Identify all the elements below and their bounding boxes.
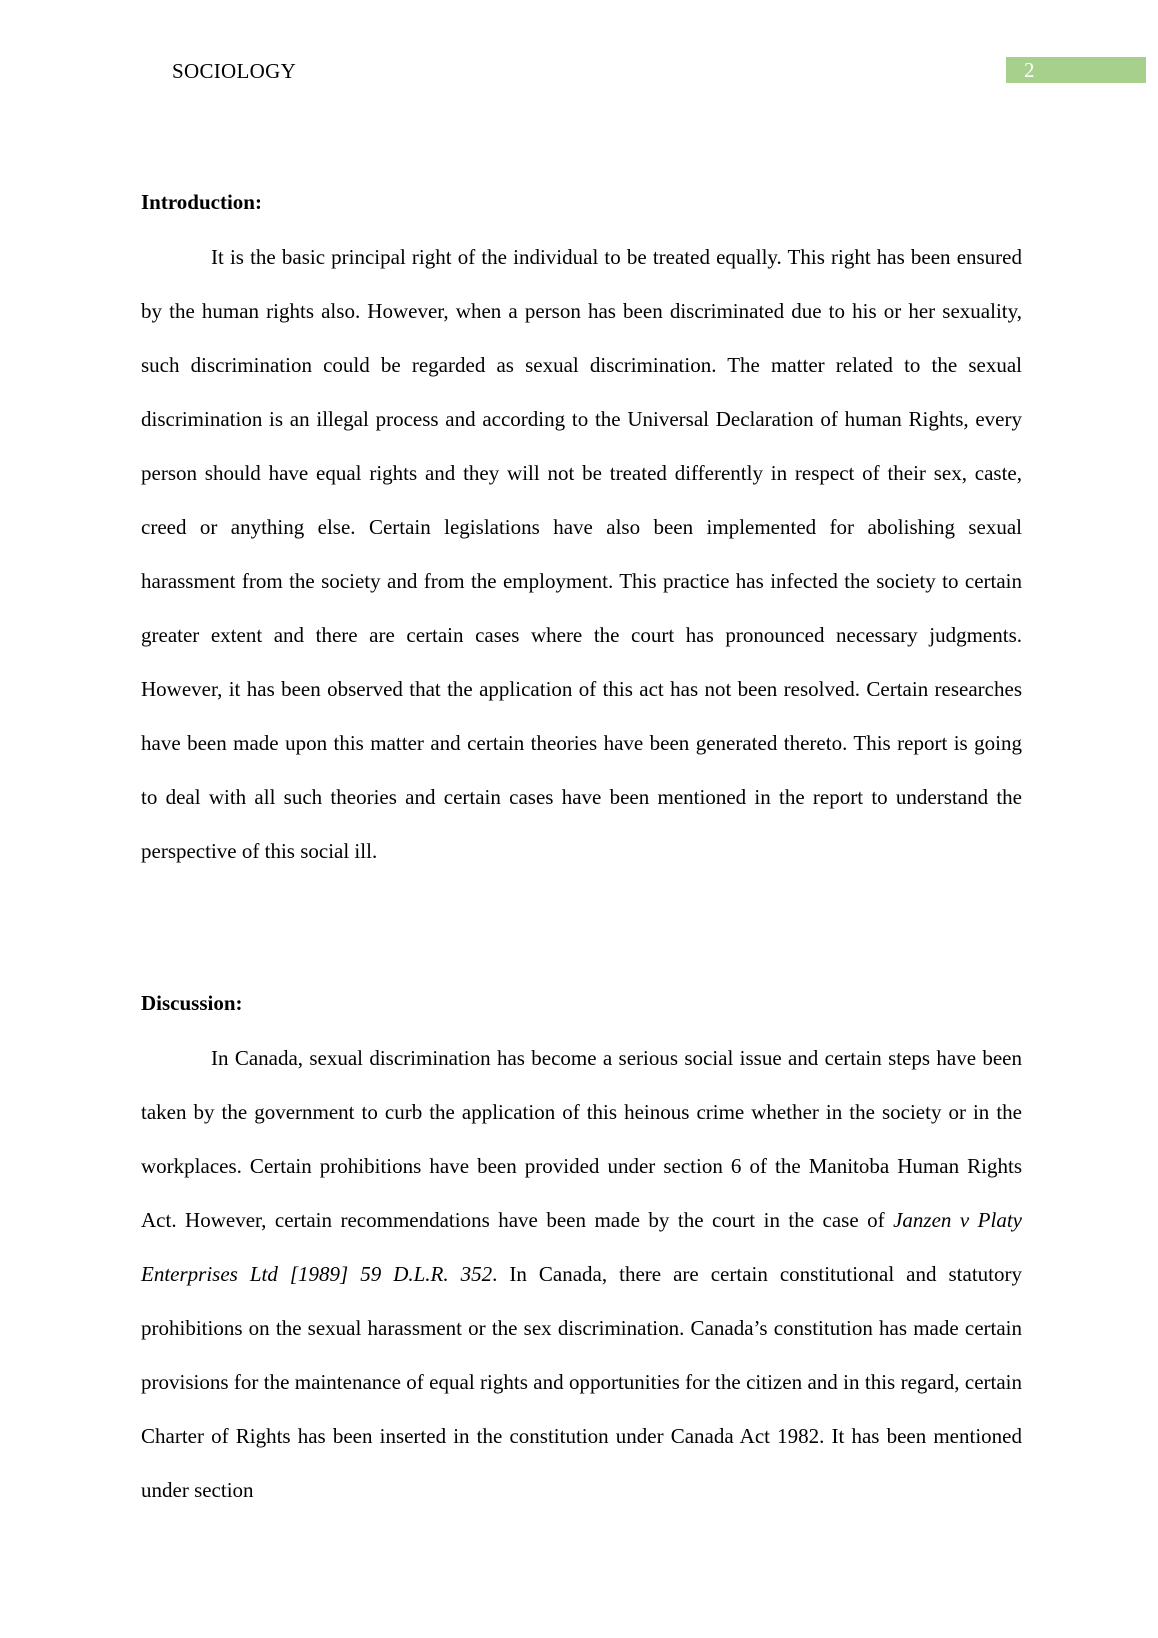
page-number-box [1006,57,1146,83]
discussion-text-before-case: In Canada, sexual discrimination has become a serious social issue and certain steps have been taken by the government to curb the application of this heinous crime whether in the society or in the workplaces. Certain prohibitions have been provided under section 6 of the Manitoba Human Rights Act. However, certain recommendations have been made by the court in the case of [141,1046,1022,1232]
case-citation: Janzen v Platy Enterprises Ltd [1989] 59 D.L.R. 352 [141,1208,1022,1286]
page-number: 2 [1024,58,1035,82]
introduction-heading: Introduction: [141,190,262,214]
discussion-heading: Discussion: [141,991,243,1015]
introduction-paragraph: It is the basic principal right of the individual to be treated equally. This right has been ensured by the human rights also. However, when a person has been discriminated due to his or her sexuality, such discrimination could be regarded as sexual discrimination. The matter related to the sexual discrimination is an illegal process and according to the Universal Declaration of human Rights, every person should have equal rights and they will not be treated differently in respect of their sex, caste, creed or anything else. Certain legislations have also been implemented for abolishing sexual harassment from the society and from the employment. This practice has infected the society to certain greater extent and there are certain cases where the court has pronounced necessary judgments. However, it has been observed that the application of this act has not been resolved. Certain researches have been made upon this matter and certain theories have been generated thereto. This report is going to deal with all such theories and certain cases have been mentioned in the report to understand the perspective of this social ill. [141,245,1022,863]
running-head: SOCIOLOGY [172,59,297,83]
discussion-paragraph [141,1031,1022,1517]
discussion-text-after-case: . In Canada, there are certain constitutional and statutory prohibitions on the sexual harassment or the sex discrimination. Canada’s constitution has made certain provisions for the maintenance of equal rights and opportunities for the citizen and in this regard, certain Charter of Rights has been inserted in the constitution under Canada Act 1982. It has been mentioned under section [141,1262,1023,1502]
